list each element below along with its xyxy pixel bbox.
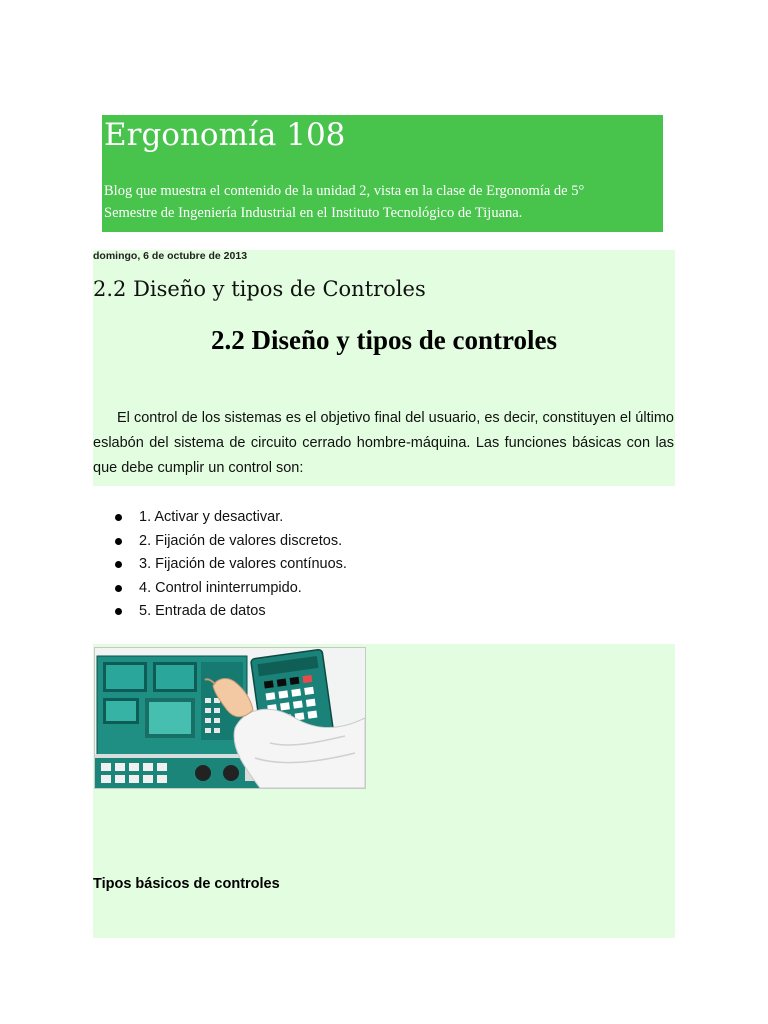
content-heading: 2.2 Diseño y tipos de controles [210, 325, 557, 355]
blog-description [104, 180, 661, 224]
intro-paragraph: El control de los sistemas es el objetivo final del usuario, es decir, constituyen el último eslabón del sistema de circuito cerrado hombre-máquina. Las funciones básicas con las que debe cumplir un control son: [93, 410, 674, 476]
list-item [93, 530, 347, 554]
list-item [93, 600, 347, 624]
blog-title[interactable]: Ergonomía 108 [104, 117, 346, 153]
functions-list [93, 506, 347, 624]
blog-description-line-2: Semestre de Ingeniería Industrial en el Instituto Tecnológico de Tijuana. [104, 205, 523, 221]
list-item [93, 553, 347, 577]
list-item-text: 4. Control ininterrumpido. [139, 579, 302, 596]
blog-header [102, 115, 663, 232]
basic-controls-subheading: Tipos básicos de controles [93, 876, 280, 892]
bullet-icon [115, 585, 122, 592]
bullet-icon [115, 538, 122, 545]
blog-description-line-1: Blog que muestra el contenido de la unidad 2, vista en la clase de Ergonomía de 5° [104, 183, 585, 199]
list-item [93, 506, 347, 530]
post-title[interactable]: 2.2 Diseño y tipos de Controles [93, 277, 426, 301]
control-panel-image[interactable] [94, 647, 366, 789]
list-item-text: 3. Fijación de valores contínuos. [139, 556, 347, 572]
list-item-text: 1. Activar y desactivar. [139, 509, 284, 525]
list-item-text: 5. Entrada de datos [139, 603, 266, 619]
post-date: domingo, 6 de octubre de 2013 [93, 250, 248, 262]
list-item [93, 577, 347, 601]
control-panel-illustration [95, 648, 365, 788]
bullet-icon [115, 514, 122, 521]
bullet-icon [115, 561, 122, 568]
list-item-text: 2. Fijación de valores discretos. [139, 532, 343, 549]
bullet-icon [115, 608, 122, 615]
